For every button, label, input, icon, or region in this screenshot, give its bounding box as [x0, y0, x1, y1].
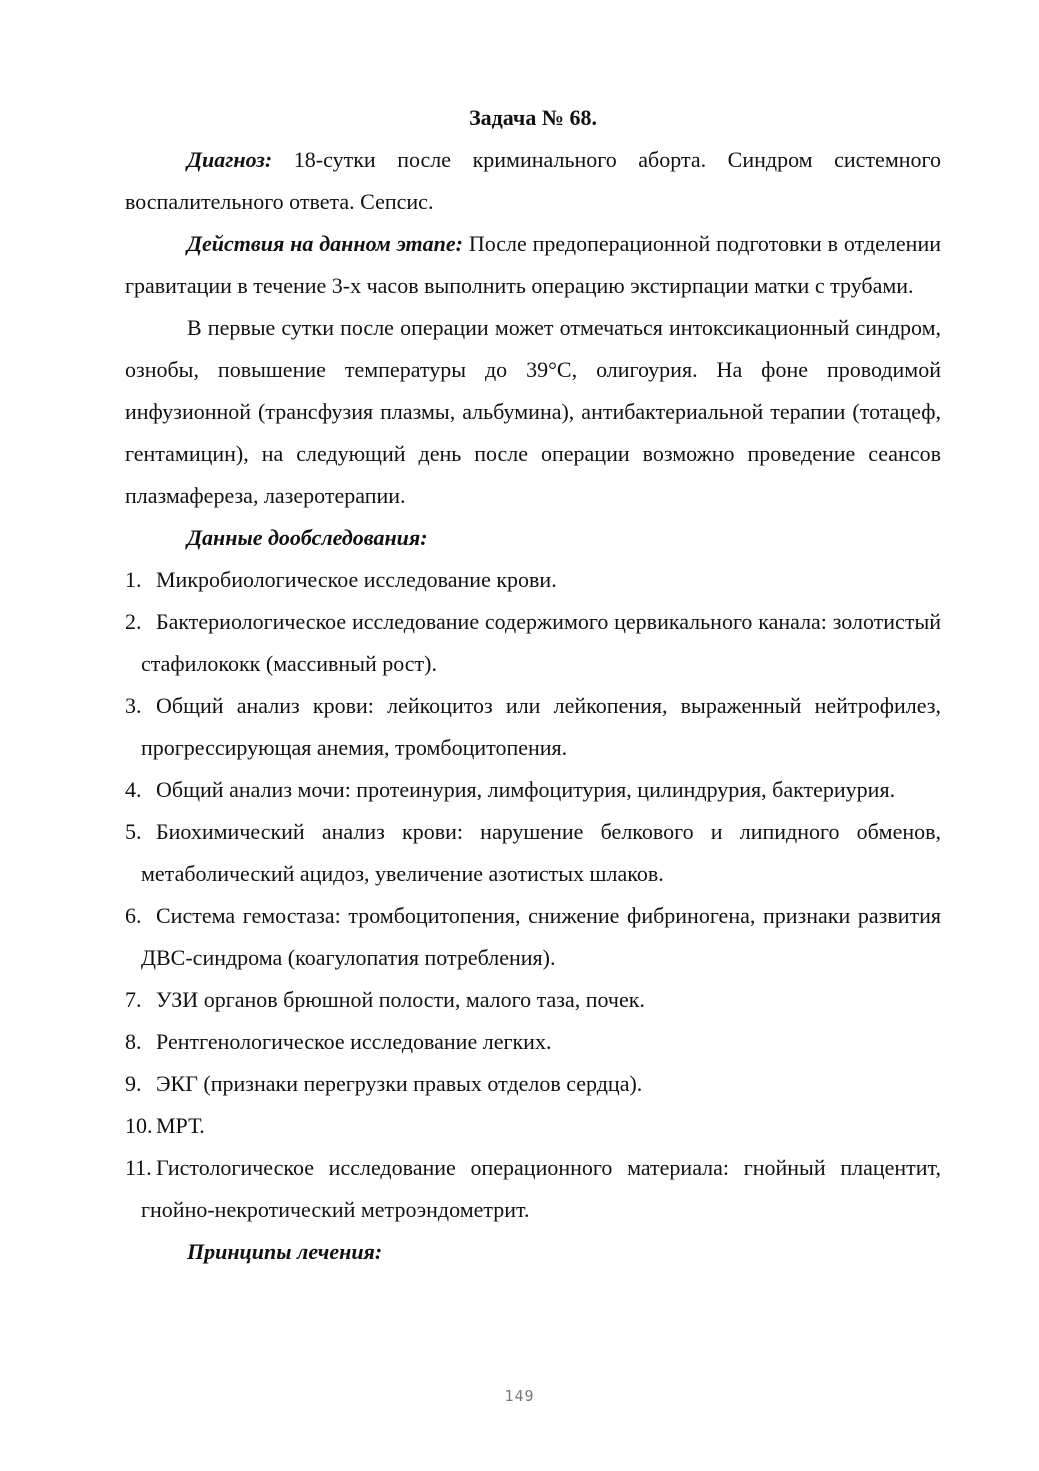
- exam-list: [125, 559, 941, 1231]
- list-item-text: Система гемостаза: тромбоцитопения, снижение фибриногена, признаки развития ДВС-синдрома (коагулопатия потребления).: [141, 903, 941, 970]
- diagnosis-paragraph: [125, 139, 941, 223]
- list-item: [125, 559, 941, 601]
- list-item-text: Биохимический анализ крови: нарушение белкового и липидного обменов, метаболический ацидоз, увеличение азотистых шлаков.: [141, 819, 941, 886]
- diagnosis-text: 18-сутки после криминального аборта. Синдром системного воспалительного ответа. Сепсис.: [125, 147, 941, 214]
- list-item-number: 10.: [125, 1113, 153, 1138]
- list-item-text: Гистологическое исследование операционного материала: гнойный плацентит, гнойно-некротический метроэндометрит.: [141, 1155, 941, 1222]
- page-content: [125, 97, 941, 1273]
- treatment-heading: Принципы лечения:: [187, 1239, 383, 1264]
- list-item: [125, 769, 941, 811]
- list-item-text: МРТ.: [156, 1113, 205, 1138]
- list-item-text: Общий анализ крови: лейкоцитоз или лейкопения, выраженный нейтрофилез, прогрессирующая анемия, тромбоцитопения.: [141, 693, 941, 760]
- list-item-number: 6.: [125, 903, 142, 928]
- list-item-text: Бактериологическое исследование содержимого цервикального канала: золотистый стафилококк (массивный рост).: [141, 609, 941, 676]
- page-number: 149: [504, 1387, 535, 1405]
- postop-paragraph: В первые сутки после операции может отмечаться интоксикационный синдром, ознобы, повышение температуры до 39°С, олигоурия. На фоне проводимой инфузионной (трансфузия плазмы, альбумина), антибактериальной терапии (тотацеф, гентамицин), на следующий день после операции возможно проведение сеансов плазмафереза, лазеротерапии.: [125, 315, 941, 508]
- actions-label: Действия на данном этапе:: [187, 231, 463, 256]
- list-item: [125, 895, 941, 979]
- list-item-text: Общий анализ мочи: протеинурия, лимфоцитурия, цилиндрурия, бактериурия.: [156, 777, 896, 802]
- list-item: [125, 685, 941, 769]
- list-item: [125, 601, 941, 685]
- actions-text: После предоперационной подготовки в отделении гравитации в течение 3-х часов выполнить операцию экстирпации матки с трубами.: [125, 231, 941, 298]
- list-item-number: 4.: [125, 777, 142, 802]
- exam-heading: Данные дообследования:: [187, 525, 428, 550]
- list-item: [125, 1063, 941, 1105]
- list-item-number: 5.: [125, 819, 142, 844]
- actions-paragraph: [125, 223, 941, 307]
- list-item-number: 9.: [125, 1071, 142, 1096]
- list-item: [125, 811, 941, 895]
- list-item: [125, 1105, 941, 1147]
- list-item-text: УЗИ органов брюшной полости, малого таза, почек.: [156, 987, 645, 1012]
- diagnosis-label: Диагноз:: [187, 147, 273, 172]
- list-item-number: 1.: [125, 567, 142, 592]
- task-title: Задача № 68.: [469, 105, 597, 130]
- list-item-text: Микробиологическое исследование крови.: [156, 567, 557, 592]
- list-item-text: ЭКГ (признаки перегрузки правых отделов сердца).: [156, 1071, 643, 1096]
- list-item: [125, 979, 941, 1021]
- list-item-number: 7.: [125, 987, 142, 1012]
- list-item-number: 8.: [125, 1029, 142, 1054]
- list-item: [125, 1021, 941, 1063]
- list-item-number: 3.: [125, 693, 142, 718]
- list-item-text: Рентгенологическое исследование легких.: [156, 1029, 552, 1054]
- list-item-number: 2.: [125, 609, 142, 634]
- list-item: [125, 1147, 941, 1231]
- list-item-number: 11.: [125, 1155, 152, 1180]
